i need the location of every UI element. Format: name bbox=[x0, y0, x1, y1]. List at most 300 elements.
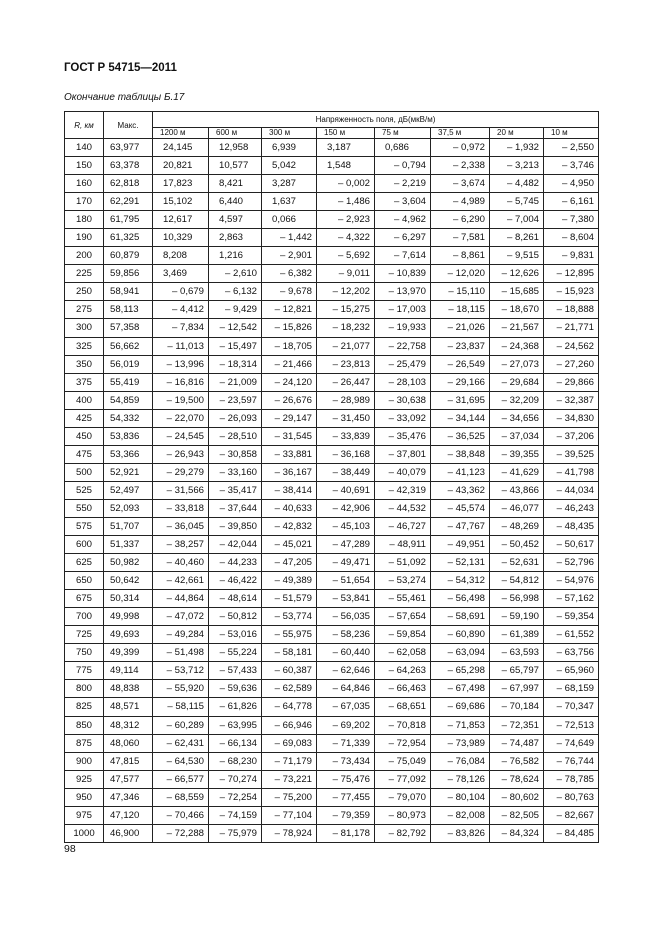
field-value-cell: 0,686 bbox=[375, 139, 431, 157]
field-value-cell: 1,548 bbox=[317, 157, 375, 175]
field-value-cell: – 80,973 bbox=[375, 806, 431, 824]
distance-cell: 975 bbox=[65, 806, 104, 824]
field-value-cell: – 78,624 bbox=[490, 770, 544, 788]
field-value-cell: – 64,846 bbox=[317, 680, 375, 698]
field-value-cell: – 18,115 bbox=[431, 301, 490, 319]
field-value-cell: – 75,476 bbox=[317, 770, 375, 788]
field-value-cell: – 42,661 bbox=[153, 572, 209, 590]
field-value-cell: – 82,792 bbox=[375, 824, 431, 842]
field-value-cell: – 26,093 bbox=[209, 409, 262, 427]
field-value-cell: 8,208 bbox=[153, 247, 209, 265]
table-row bbox=[65, 283, 599, 301]
field-value-cell: – 23,597 bbox=[209, 391, 262, 409]
field-value-cell: – 56,498 bbox=[431, 590, 490, 608]
field-value-cell: – 3,604 bbox=[375, 193, 431, 211]
distance-cell: 750 bbox=[65, 644, 104, 662]
max-value-cell: 53,366 bbox=[104, 445, 153, 463]
field-value-cell: – 61,389 bbox=[490, 626, 544, 644]
field-value-cell: 8,421 bbox=[209, 175, 262, 193]
max-value-cell: 60,879 bbox=[104, 247, 153, 265]
field-value-cell: – 76,744 bbox=[544, 752, 599, 770]
field-value-cell: – 12,542 bbox=[209, 319, 262, 337]
field-value-cell: – 45,574 bbox=[431, 499, 490, 517]
field-value-cell: – 26,676 bbox=[262, 391, 317, 409]
max-value-cell: 47,815 bbox=[104, 752, 153, 770]
field-value-cell: – 21,009 bbox=[209, 373, 262, 391]
field-value-cell: – 61,552 bbox=[544, 626, 599, 644]
field-value-cell: – 81,178 bbox=[317, 824, 375, 842]
field-value-cell: – 39,850 bbox=[209, 517, 262, 535]
table-row bbox=[65, 626, 599, 644]
field-value-cell: – 72,351 bbox=[490, 716, 544, 734]
table-row bbox=[65, 373, 599, 391]
field-value-cell: 3,287 bbox=[262, 175, 317, 193]
field-value-cell: – 34,656 bbox=[490, 409, 544, 427]
field-value-cell: – 56,998 bbox=[490, 590, 544, 608]
field-value-cell: – 49,389 bbox=[262, 572, 317, 590]
table-row bbox=[65, 554, 599, 572]
field-value-cell: – 52,796 bbox=[544, 554, 599, 572]
field-value-cell: – 75,979 bbox=[209, 824, 262, 842]
field-value-cell: – 15,275 bbox=[317, 301, 375, 319]
table-row bbox=[65, 301, 599, 319]
field-value-cell: 6,440 bbox=[209, 193, 262, 211]
distance-cell: 700 bbox=[65, 608, 104, 626]
table-row bbox=[65, 427, 599, 445]
field-value-cell: – 7,834 bbox=[153, 319, 209, 337]
field-value-cell: – 84,485 bbox=[544, 824, 599, 842]
field-value-cell: – 16,816 bbox=[153, 373, 209, 391]
distance-cell: 350 bbox=[65, 355, 104, 373]
field-value-cell: – 72,288 bbox=[153, 824, 209, 842]
field-value-cell: – 2,923 bbox=[317, 211, 375, 229]
max-value-cell: 57,358 bbox=[104, 319, 153, 337]
field-value-cell: – 12,020 bbox=[431, 265, 490, 283]
max-value-cell: 51,337 bbox=[104, 536, 153, 554]
field-value-cell: – 37,206 bbox=[544, 427, 599, 445]
field-value-cell: – 53,774 bbox=[262, 608, 317, 626]
field-value-cell: – 32,209 bbox=[490, 391, 544, 409]
field-value-cell: – 1,442 bbox=[262, 229, 317, 247]
table-row bbox=[65, 265, 599, 283]
table-row bbox=[65, 391, 599, 409]
field-value-cell: – 70,274 bbox=[209, 770, 262, 788]
field-value-cell: – 42,319 bbox=[375, 481, 431, 499]
field-value-cell: – 78,924 bbox=[262, 824, 317, 842]
field-value-cell: – 66,946 bbox=[262, 716, 317, 734]
field-value-cell: – 47,205 bbox=[262, 554, 317, 572]
field-value-cell: – 69,686 bbox=[431, 698, 490, 716]
max-value-cell: 62,291 bbox=[104, 193, 153, 211]
field-value-cell: – 83,826 bbox=[431, 824, 490, 842]
field-value-cell: – 0,679 bbox=[153, 283, 209, 301]
field-value-cell: – 0,794 bbox=[375, 157, 431, 175]
field-value-cell: – 65,298 bbox=[431, 662, 490, 680]
field-value-cell: – 36,168 bbox=[317, 445, 375, 463]
distance-cell: 180 bbox=[65, 211, 104, 229]
table-row bbox=[65, 463, 599, 481]
max-value-cell: 58,941 bbox=[104, 283, 153, 301]
max-value-cell: 63,977 bbox=[104, 139, 153, 157]
field-value-cell: – 43,362 bbox=[431, 481, 490, 499]
field-value-cell: – 33,818 bbox=[153, 499, 209, 517]
field-value-cell: – 15,826 bbox=[262, 319, 317, 337]
max-value-cell: 46,900 bbox=[104, 824, 153, 842]
distance-cell: 475 bbox=[65, 445, 104, 463]
field-value-cell: – 28,510 bbox=[209, 427, 262, 445]
field-value-cell: – 13,970 bbox=[375, 283, 431, 301]
table-row bbox=[65, 175, 599, 193]
field-value-cell: 10,329 bbox=[153, 229, 209, 247]
field-value-cell: – 24,545 bbox=[153, 427, 209, 445]
field-value-cell: – 39,525 bbox=[544, 445, 599, 463]
field-value-cell: – 12,626 bbox=[490, 265, 544, 283]
field-value-cell: – 33,092 bbox=[375, 409, 431, 427]
field-value-cell: 12,958 bbox=[209, 139, 262, 157]
field-value-cell: – 33,839 bbox=[317, 427, 375, 445]
field-value-cell: – 46,727 bbox=[375, 517, 431, 535]
field-value-cell: 20,821 bbox=[153, 157, 209, 175]
table-row bbox=[65, 409, 599, 427]
field-value-cell: – 74,649 bbox=[544, 734, 599, 752]
field-value-cell: – 64,530 bbox=[153, 752, 209, 770]
document-header: ГОСТ Р 54715—2011 bbox=[64, 62, 177, 74]
distance-cell: 825 bbox=[65, 698, 104, 716]
max-value-cell: 59,856 bbox=[104, 265, 153, 283]
table-row bbox=[65, 536, 599, 554]
field-value-cell: – 6,382 bbox=[262, 265, 317, 283]
field-value-cell: – 8,261 bbox=[490, 229, 544, 247]
max-value-cell: 54,332 bbox=[104, 409, 153, 427]
field-value-cell: – 55,224 bbox=[209, 644, 262, 662]
distance-cell: 225 bbox=[65, 265, 104, 283]
table-row bbox=[65, 752, 599, 770]
field-value-cell: – 36,525 bbox=[431, 427, 490, 445]
table-row bbox=[65, 355, 599, 373]
field-value-cell: – 3,213 bbox=[490, 157, 544, 175]
table-row bbox=[65, 319, 599, 337]
field-value-cell: – 55,920 bbox=[153, 680, 209, 698]
max-value-cell: 50,314 bbox=[104, 590, 153, 608]
field-value-cell: – 78,785 bbox=[544, 770, 599, 788]
field-value-cell: – 11,013 bbox=[153, 337, 209, 355]
distance-cell: 375 bbox=[65, 373, 104, 391]
field-value-cell: – 65,960 bbox=[544, 662, 599, 680]
max-value-cell: 51,707 bbox=[104, 517, 153, 535]
table-row bbox=[65, 734, 599, 752]
field-value-cell: – 37,801 bbox=[375, 445, 431, 463]
field-value-cell: – 63,756 bbox=[544, 644, 599, 662]
field-value-cell: – 67,997 bbox=[490, 680, 544, 698]
field-value-cell: – 62,058 bbox=[375, 644, 431, 662]
table-row bbox=[65, 806, 599, 824]
field-value-cell: – 34,144 bbox=[431, 409, 490, 427]
field-value-cell: – 29,684 bbox=[490, 373, 544, 391]
field-value-cell: – 50,617 bbox=[544, 536, 599, 554]
max-value-cell: 50,982 bbox=[104, 554, 153, 572]
table-row bbox=[65, 445, 599, 463]
field-value-cell: – 44,532 bbox=[375, 499, 431, 517]
column-header-height: 1200 м bbox=[153, 128, 209, 139]
distance-cell: 450 bbox=[65, 427, 104, 445]
distance-cell: 625 bbox=[65, 554, 104, 572]
field-value-cell: 2,863 bbox=[209, 229, 262, 247]
table-row bbox=[65, 247, 599, 265]
field-value-cell: – 4,989 bbox=[431, 193, 490, 211]
field-value-cell: – 53,016 bbox=[209, 626, 262, 644]
field-value-cell: – 72,254 bbox=[209, 788, 262, 806]
field-value-cell: – 55,975 bbox=[262, 626, 317, 644]
field-value-cell: – 80,602 bbox=[490, 788, 544, 806]
field-value-cell: – 15,497 bbox=[209, 337, 262, 355]
field-value-cell: 15,102 bbox=[153, 193, 209, 211]
field-value-cell: – 68,651 bbox=[375, 698, 431, 716]
max-value-cell: 47,120 bbox=[104, 806, 153, 824]
table-row bbox=[65, 824, 599, 842]
field-value-cell: – 73,221 bbox=[262, 770, 317, 788]
distance-cell: 200 bbox=[65, 247, 104, 265]
field-value-cell: – 70,818 bbox=[375, 716, 431, 734]
field-value-cell: 3,469 bbox=[153, 265, 209, 283]
field-value-cell: – 42,044 bbox=[209, 536, 262, 554]
field-value-cell: – 64,263 bbox=[375, 662, 431, 680]
distance-cell: 650 bbox=[65, 572, 104, 590]
field-value-cell: – 70,466 bbox=[153, 806, 209, 824]
distance-cell: 190 bbox=[65, 229, 104, 247]
field-value-cell: – 67,035 bbox=[317, 698, 375, 716]
field-value-cell: – 1,932 bbox=[490, 139, 544, 157]
field-value-cell: – 41,123 bbox=[431, 463, 490, 481]
field-value-cell: – 35,417 bbox=[209, 481, 262, 499]
field-value-cell: – 6,161 bbox=[544, 193, 599, 211]
field-value-cell: – 0,972 bbox=[431, 139, 490, 157]
field-value-cell: – 51,092 bbox=[375, 554, 431, 572]
table-row bbox=[65, 193, 599, 211]
field-value-cell: – 59,190 bbox=[490, 608, 544, 626]
field-value-cell: – 9,831 bbox=[544, 247, 599, 265]
field-value-cell: – 22,758 bbox=[375, 337, 431, 355]
field-value-cell: – 15,685 bbox=[490, 283, 544, 301]
distance-cell: 425 bbox=[65, 409, 104, 427]
field-value-cell: – 12,821 bbox=[262, 301, 317, 319]
field-value-cell: – 38,414 bbox=[262, 481, 317, 499]
field-value-cell: – 57,162 bbox=[544, 590, 599, 608]
distance-cell: 775 bbox=[65, 662, 104, 680]
field-value-cell: 5,042 bbox=[262, 157, 317, 175]
page-number: 98 bbox=[64, 843, 76, 855]
field-value-cell: 6,939 bbox=[262, 139, 317, 157]
field-value-cell: – 69,083 bbox=[262, 734, 317, 752]
distance-cell: 170 bbox=[65, 193, 104, 211]
field-value-cell: – 80,104 bbox=[431, 788, 490, 806]
max-value-cell: 52,093 bbox=[104, 499, 153, 517]
field-value-cell: – 72,513 bbox=[544, 716, 599, 734]
column-header-r: R, км bbox=[65, 112, 104, 139]
field-value-cell: – 69,202 bbox=[317, 716, 375, 734]
field-value-cell: – 58,115 bbox=[153, 698, 209, 716]
field-value-cell: – 19,500 bbox=[153, 391, 209, 409]
field-value-cell: – 8,604 bbox=[544, 229, 599, 247]
distance-cell: 325 bbox=[65, 337, 104, 355]
field-value-cell: – 47,289 bbox=[317, 536, 375, 554]
field-value-cell: – 47,767 bbox=[431, 517, 490, 535]
field-value-cell: – 4,950 bbox=[544, 175, 599, 193]
distance-cell: 600 bbox=[65, 536, 104, 554]
field-value-cell: – 24,368 bbox=[490, 337, 544, 355]
field-value-cell: – 4,322 bbox=[317, 229, 375, 247]
field-value-cell: – 1,486 bbox=[317, 193, 375, 211]
field-value-cell: – 71,179 bbox=[262, 752, 317, 770]
field-value-cell: – 29,866 bbox=[544, 373, 599, 391]
column-header-height: 10 м bbox=[544, 128, 599, 139]
field-value-cell: – 84,324 bbox=[490, 824, 544, 842]
field-value-cell: – 31,695 bbox=[431, 391, 490, 409]
field-value-cell: – 29,147 bbox=[262, 409, 317, 427]
field-value-cell: – 76,582 bbox=[490, 752, 544, 770]
field-value-cell: – 82,008 bbox=[431, 806, 490, 824]
table-row bbox=[65, 499, 599, 517]
field-value-cell: – 5,692 bbox=[317, 247, 375, 265]
field-value-cell: – 9,429 bbox=[209, 301, 262, 319]
field-value-cell: – 41,798 bbox=[544, 463, 599, 481]
field-value-cell: – 4,412 bbox=[153, 301, 209, 319]
field-value-cell: – 77,104 bbox=[262, 806, 317, 824]
field-value-cell: – 18,314 bbox=[209, 355, 262, 373]
field-value-cell: – 70,184 bbox=[490, 698, 544, 716]
field-value-cell: – 5,745 bbox=[490, 193, 544, 211]
field-value-cell: – 72,954 bbox=[375, 734, 431, 752]
field-value-cell: – 17,003 bbox=[375, 301, 431, 319]
field-value-cell: – 51,579 bbox=[262, 590, 317, 608]
distance-cell: 275 bbox=[65, 301, 104, 319]
distance-cell: 250 bbox=[65, 283, 104, 301]
field-value-cell: – 57,654 bbox=[375, 608, 431, 626]
field-value-cell: – 80,763 bbox=[544, 788, 599, 806]
field-value-cell: – 50,812 bbox=[209, 608, 262, 626]
field-value-cell: – 62,431 bbox=[153, 734, 209, 752]
field-value-cell: – 27,073 bbox=[490, 355, 544, 373]
table-row bbox=[65, 481, 599, 499]
field-value-cell: – 50,452 bbox=[490, 536, 544, 554]
field-value-cell: – 48,614 bbox=[209, 590, 262, 608]
group-header-field-strength: Напряженность поля, дБ(мкВ/м) bbox=[153, 112, 599, 128]
field-value-cell: – 30,858 bbox=[209, 445, 262, 463]
field-value-cell: – 3,674 bbox=[431, 175, 490, 193]
field-value-cell: – 3,746 bbox=[544, 157, 599, 175]
distance-cell: 925 bbox=[65, 770, 104, 788]
max-value-cell: 53,836 bbox=[104, 427, 153, 445]
column-header-height: 20 м bbox=[490, 128, 544, 139]
field-value-cell: – 71,339 bbox=[317, 734, 375, 752]
field-value-cell: – 42,906 bbox=[317, 499, 375, 517]
max-value-cell: 56,019 bbox=[104, 355, 153, 373]
max-value-cell: 48,312 bbox=[104, 716, 153, 734]
field-value-cell: – 9,515 bbox=[490, 247, 544, 265]
field-value-cell: – 42,832 bbox=[262, 517, 317, 535]
max-value-cell: 54,859 bbox=[104, 391, 153, 409]
field-value-cell: – 15,110 bbox=[431, 283, 490, 301]
field-value-cell: – 54,312 bbox=[431, 572, 490, 590]
field-value-cell: – 40,079 bbox=[375, 463, 431, 481]
field-value-cell: – 53,841 bbox=[317, 590, 375, 608]
field-value-cell: – 18,888 bbox=[544, 301, 599, 319]
field-value-cell: – 8,861 bbox=[431, 247, 490, 265]
max-value-cell: 49,998 bbox=[104, 608, 153, 626]
max-value-cell: 58,113 bbox=[104, 301, 153, 319]
field-value-cell: – 26,943 bbox=[153, 445, 209, 463]
field-value-cell: – 10,839 bbox=[375, 265, 431, 283]
field-value-cell: – 62,646 bbox=[317, 662, 375, 680]
table-row bbox=[65, 644, 599, 662]
field-value-cell: – 78,126 bbox=[431, 770, 490, 788]
table-row bbox=[65, 716, 599, 734]
field-value-cell: – 23,813 bbox=[317, 355, 375, 373]
field-value-cell: – 40,691 bbox=[317, 481, 375, 499]
table-row bbox=[65, 698, 599, 716]
field-value-cell: – 30,638 bbox=[375, 391, 431, 409]
field-value-cell: – 28,103 bbox=[375, 373, 431, 391]
field-value-cell: – 24,120 bbox=[262, 373, 317, 391]
field-value-cell: – 4,482 bbox=[490, 175, 544, 193]
distance-cell: 500 bbox=[65, 463, 104, 481]
field-value-cell: – 21,077 bbox=[317, 337, 375, 355]
field-value-cell: – 48,269 bbox=[490, 517, 544, 535]
field-value-cell: – 49,284 bbox=[153, 626, 209, 644]
field-value-cell: – 59,354 bbox=[544, 608, 599, 626]
field-value-cell: – 6,132 bbox=[209, 283, 262, 301]
field-value-cell: – 73,434 bbox=[317, 752, 375, 770]
field-value-cell: – 68,230 bbox=[209, 752, 262, 770]
distance-cell: 160 bbox=[65, 175, 104, 193]
field-value-cell: – 52,131 bbox=[431, 554, 490, 572]
table-row bbox=[65, 608, 599, 626]
field-value-cell: – 41,629 bbox=[490, 463, 544, 481]
field-value-cell: – 75,049 bbox=[375, 752, 431, 770]
field-value-cell: – 79,070 bbox=[375, 788, 431, 806]
field-value-cell: – 68,159 bbox=[544, 680, 599, 698]
field-value-cell: – 61,826 bbox=[209, 698, 262, 716]
field-value-cell: – 38,449 bbox=[317, 463, 375, 481]
field-value-cell: – 44,864 bbox=[153, 590, 209, 608]
field-value-cell: – 0,002 bbox=[317, 175, 375, 193]
field-value-cell: – 40,460 bbox=[153, 554, 209, 572]
field-value-cell: – 7,004 bbox=[490, 211, 544, 229]
field-value-cell: – 7,581 bbox=[431, 229, 490, 247]
field-value-cell: – 55,461 bbox=[375, 590, 431, 608]
max-value-cell: 62,818 bbox=[104, 175, 153, 193]
field-value-cell: – 21,026 bbox=[431, 319, 490, 337]
distance-cell: 550 bbox=[65, 499, 104, 517]
field-value-cell: – 59,854 bbox=[375, 626, 431, 644]
distance-cell: 140 bbox=[65, 139, 104, 157]
field-value-cell: – 33,881 bbox=[262, 445, 317, 463]
field-value-cell: – 74,159 bbox=[209, 806, 262, 824]
field-value-cell: – 7,380 bbox=[544, 211, 599, 229]
column-header-max: Макс. bbox=[104, 112, 153, 139]
distance-cell: 1000 bbox=[65, 824, 104, 842]
field-value-cell: – 34,830 bbox=[544, 409, 599, 427]
field-value-cell: – 43,866 bbox=[490, 481, 544, 499]
column-header-height: 600 м bbox=[209, 128, 262, 139]
field-value-cell: – 57,433 bbox=[209, 662, 262, 680]
table-row bbox=[65, 517, 599, 535]
field-value-cell: – 46,243 bbox=[544, 499, 599, 517]
field-value-cell: – 73,989 bbox=[431, 734, 490, 752]
table-row bbox=[65, 788, 599, 806]
field-value-cell: – 66,134 bbox=[209, 734, 262, 752]
distance-cell: 400 bbox=[65, 391, 104, 409]
distance-cell: 675 bbox=[65, 590, 104, 608]
